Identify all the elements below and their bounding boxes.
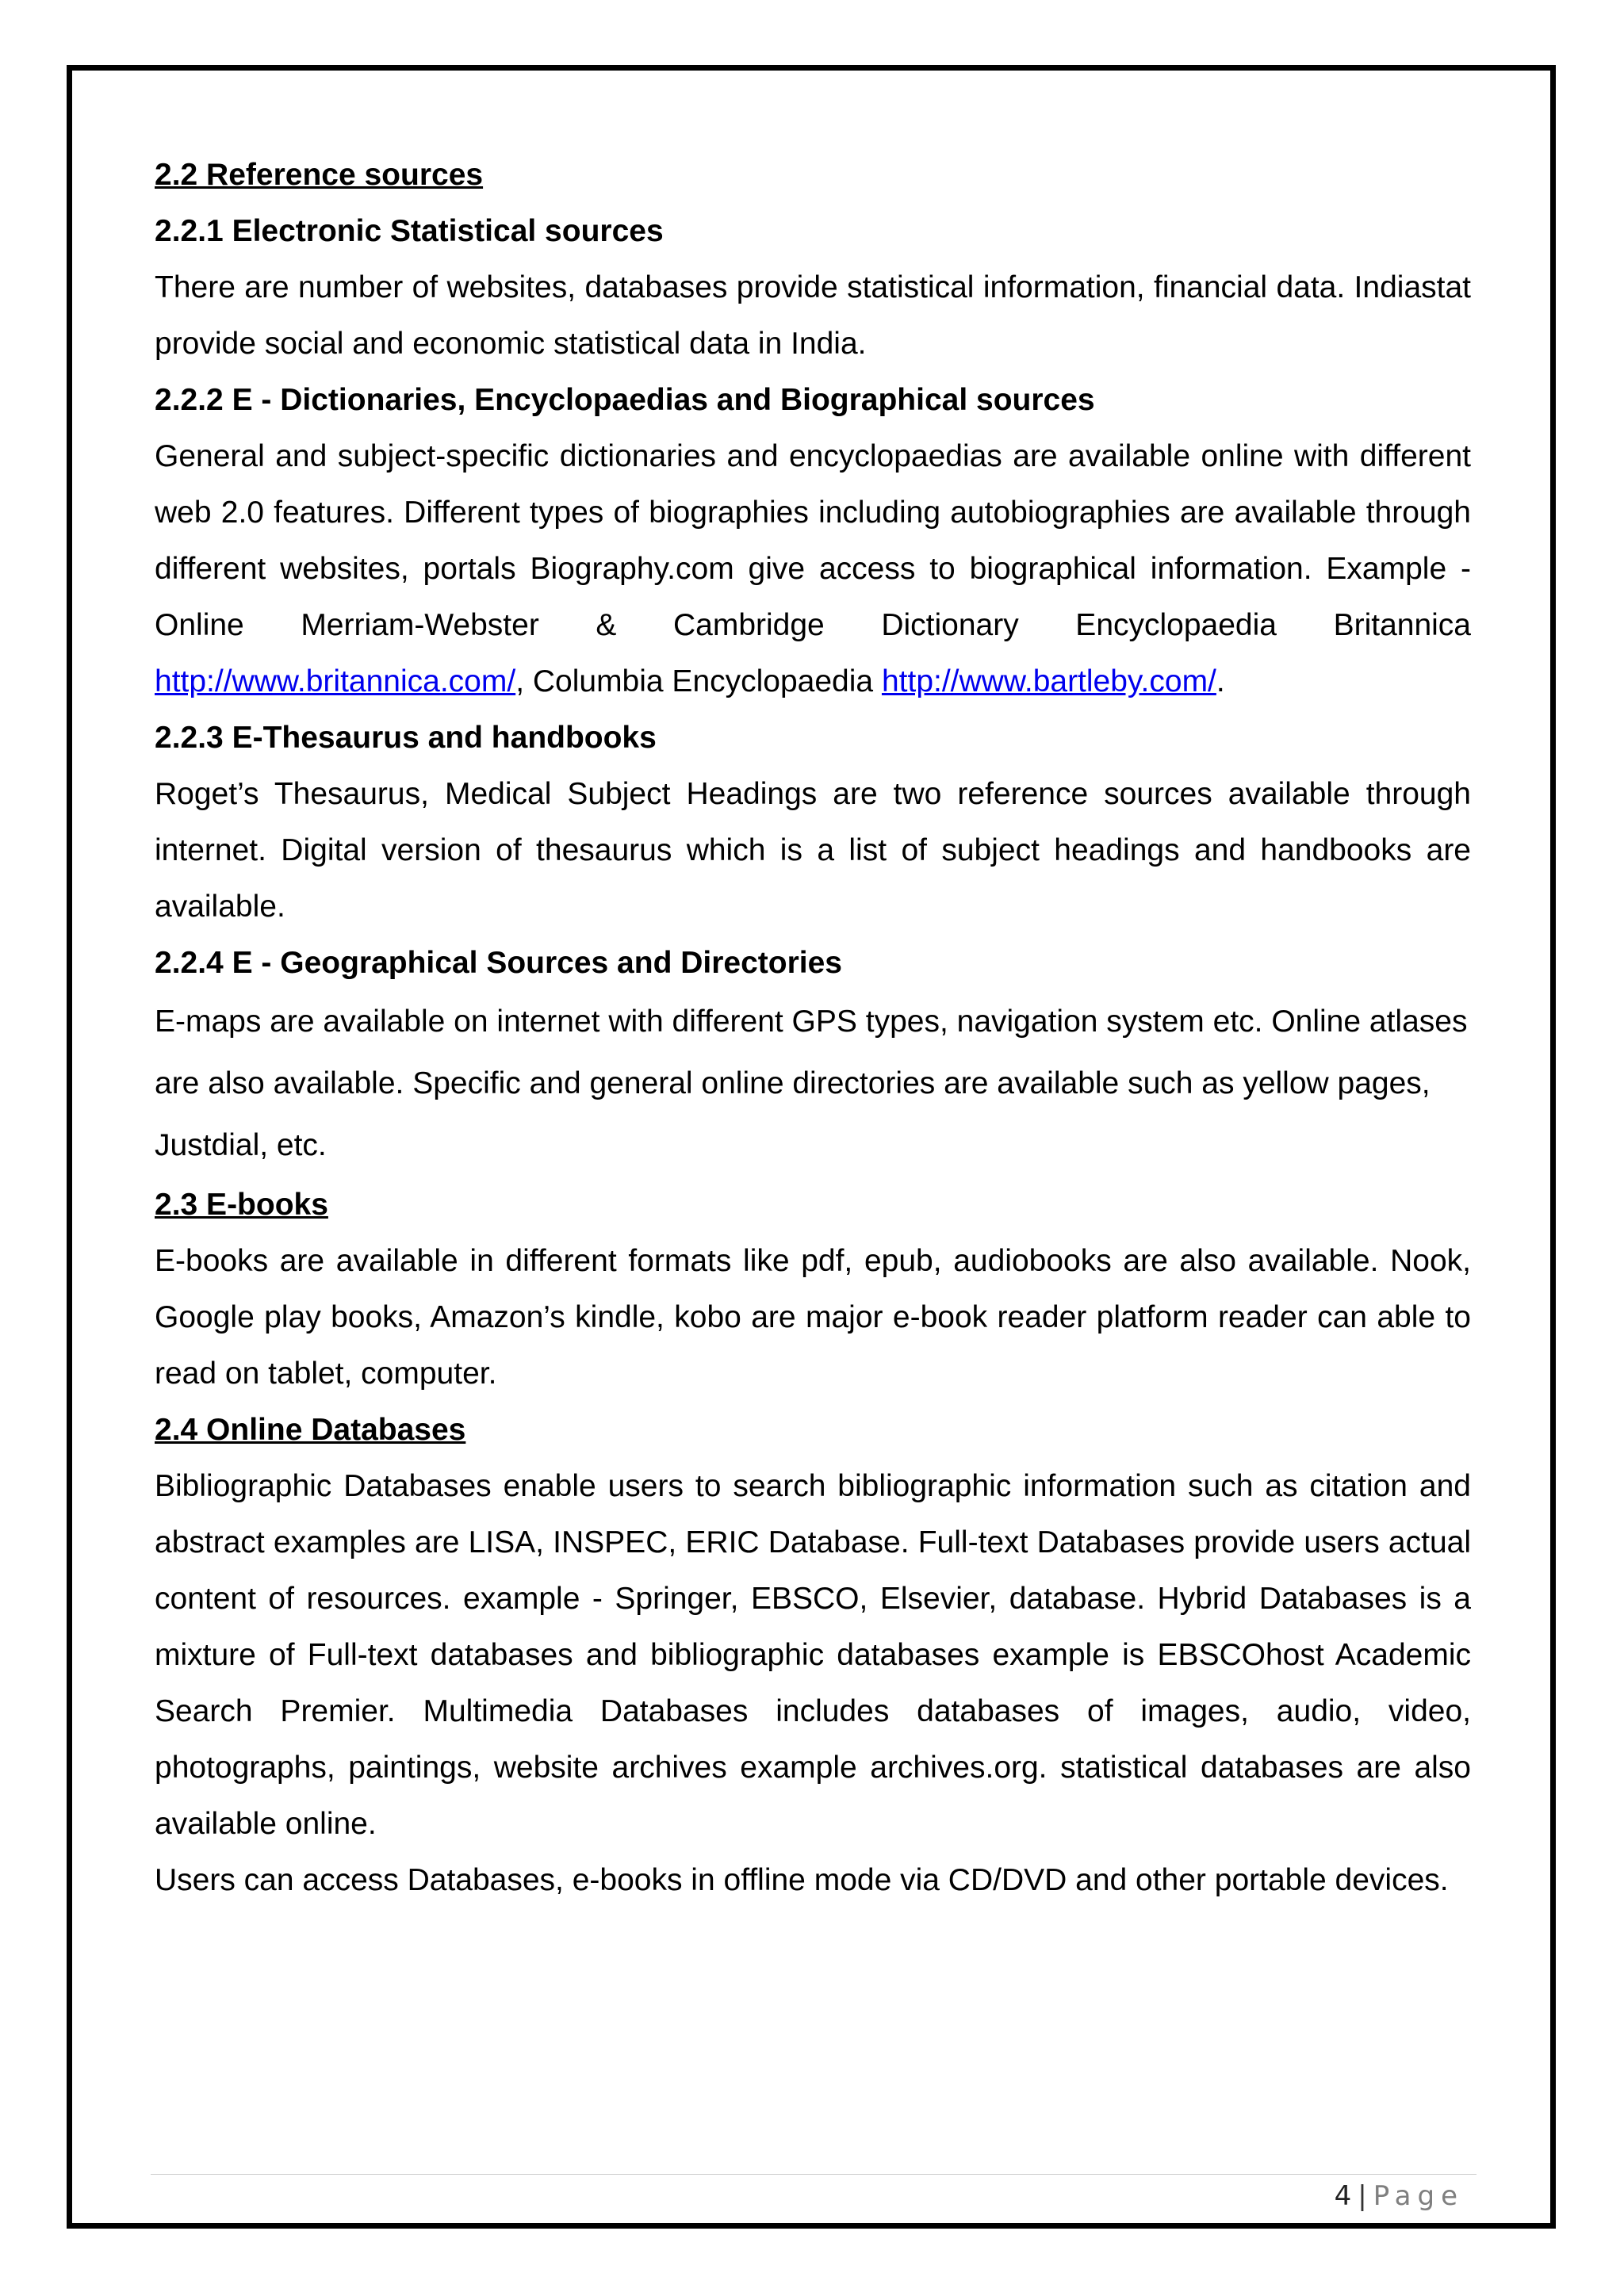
- footer-divider: [151, 2174, 1477, 2175]
- page-label: Page: [1373, 2180, 1464, 2212]
- britannica-link[interactable]: http://www.britannica.com/: [155, 664, 516, 698]
- paragraph-dictionaries: [155, 428, 1471, 710]
- section-heading-dictionaries: 2.2.2 E - Dictionaries, Encyclopaedias and Biographical sources: [155, 383, 1095, 417]
- section-heading-online-databases: 2.4 Online Databases: [155, 1413, 466, 1447]
- section-heading-ebooks: 2.3 E-books: [155, 1188, 328, 1222]
- bartleby-link[interactable]: http://www.bartleby.com/: [881, 664, 1216, 698]
- document-body: [155, 147, 1471, 1908]
- footer-separator: |: [1358, 2180, 1367, 2212]
- paragraph-dictionaries-text-2: , Columbia Encyclopaedia: [515, 664, 882, 698]
- paragraph-statistical-sources: There are number of websites, databases provide statistical information, financial data. Indiastat provide social and economic statistical data in India.: [155, 270, 1471, 361]
- section-heading-reference-sources: 2.2 Reference sources: [155, 158, 484, 192]
- paragraph-dictionaries-text-3: .: [1216, 664, 1225, 698]
- page-number: 4: [1334, 2180, 1352, 2212]
- paragraph-geographical: E-maps are available on internet with different GPS types, navigation system etc. Online atlases are also available. Specific and general online directories are available such as yellow pages, Justdial, etc.: [155, 1004, 1468, 1162]
- section-heading-statistical-sources: 2.2.1 Electronic Statistical sources: [155, 214, 664, 248]
- section-heading-geographical: 2.2.4 E - Geographical Sources and Directories: [155, 946, 842, 980]
- paragraph-dictionaries-text: General and subject-specific dictionaries and encyclopaedias are available online with different web 2.0 features. Different types of biographies including autobiographies are available through different websites, portals Biography.com give access to biographical information. Example - Online Merriam-Webster & Cambridge Dictionary Encyclopaedia Britannica: [155, 439, 1471, 642]
- paragraph-ebooks: E-books are available in different formats like pdf, epub, audiobooks are also available. Nook, Google play books, Amazon’s kindle, kobo are major e-book reader platform reader can able to read on tablet, computer.: [155, 1244, 1471, 1391]
- paragraph-thesaurus: Roget’s Thesaurus, Medical Subject Headings are two reference sources available through internet. Digital version of thesaurus which is a list of subject headings and handbooks are available.: [155, 777, 1471, 924]
- section-heading-thesaurus: 2.2.3 E-Thesaurus and handbooks: [155, 721, 657, 755]
- paragraph-offline-access: Users can access Databases, e-books in offline mode via CD/DVD and other portable devices.: [155, 1863, 1449, 1897]
- page-footer: [1335, 2179, 1464, 2214]
- paragraph-online-databases: Bibliographic Databases enable users to search bibliographic information such as citation and abstract examples are LISA, INSPEC, ERIC Database. Full-text Databases provide users actual content of resources. example - Springer, EBSCO, Elsevier, database. Hybrid Databases is a mixture of Full-text databases and bibliographic databases example is EBSCOhost Academic Search Premier. Multimedia Databases includes databases of images, audio, video, photographs, paintings, website archives example archives.org. statistical databases are also available online.: [155, 1469, 1471, 1841]
